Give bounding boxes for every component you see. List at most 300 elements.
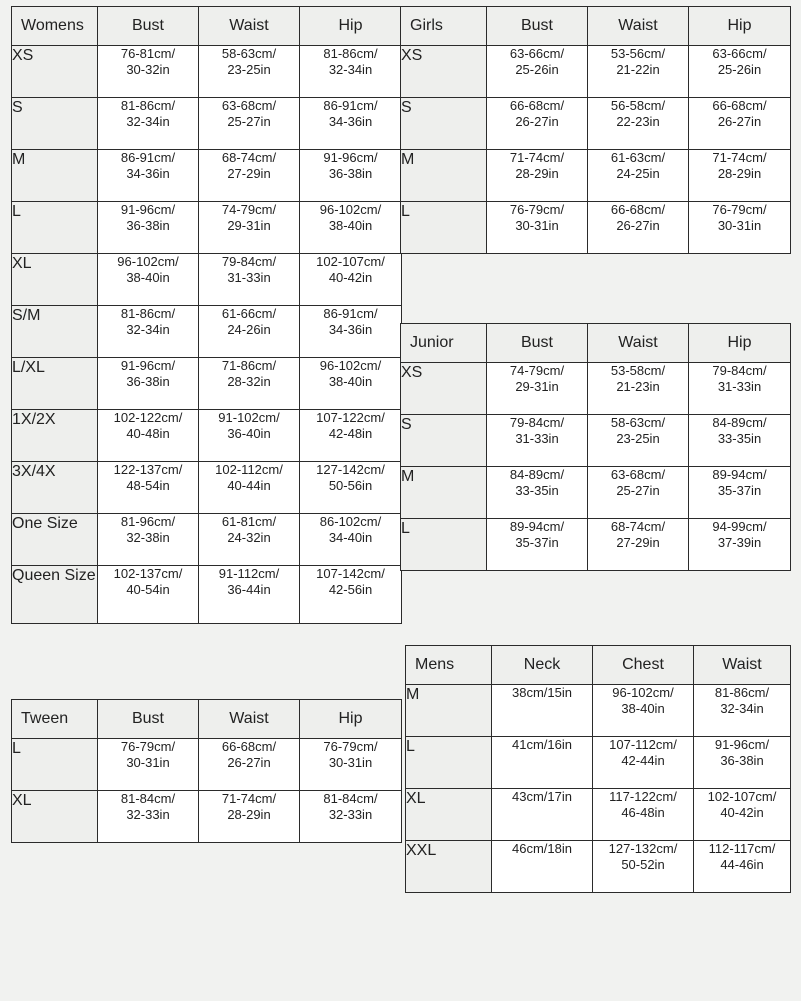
table-row	[12, 410, 402, 462]
measurement-line: 102-112cm/	[215, 462, 283, 477]
measurement-cell	[694, 789, 791, 841]
measurement-line: 36-38in	[328, 166, 373, 181]
measurement-line: 24-25in	[616, 166, 660, 181]
measurement-line: 96-102cm/	[319, 358, 382, 373]
measurement-cell	[588, 415, 689, 467]
table-row	[12, 202, 402, 254]
table-row	[401, 98, 791, 150]
size-label: L/XL	[12, 358, 98, 410]
measurement-cell	[689, 415, 791, 467]
measurement-line: 28-29in	[717, 166, 762, 181]
measurement-cell	[98, 410, 199, 462]
measurement-line: 79-84cm/	[712, 363, 767, 378]
measurement-cell	[199, 98, 300, 150]
size-label: XL	[12, 254, 98, 306]
measurement-cell	[199, 254, 300, 306]
measurement-line: 30-31in	[126, 755, 170, 770]
measurement-cell	[199, 46, 300, 98]
size-label: M	[12, 150, 98, 202]
size-label: XS	[401, 46, 487, 98]
table-row	[12, 358, 402, 410]
measurement-line: 36-38in	[126, 218, 170, 233]
measurement-cell	[98, 739, 199, 791]
measurement-line: 61-63cm/	[610, 150, 666, 165]
measurement-line: 66-68cm/	[221, 739, 277, 754]
measurement-line: 91-96cm/	[120, 358, 176, 373]
measurement-cell	[689, 363, 791, 415]
table-row	[406, 841, 791, 893]
measurement-line: 30-32in	[126, 62, 170, 77]
measurement-line: 63-68cm/	[221, 98, 277, 113]
measurement-line: 27-29in	[227, 166, 271, 181]
size-label: XS	[12, 46, 98, 98]
measurement-line: 76-79cm/	[712, 202, 767, 217]
measurement-cell	[689, 46, 791, 98]
header-row	[12, 700, 402, 739]
column-header: Waist	[199, 7, 300, 46]
measurement-cell	[487, 202, 588, 254]
measurement-line: 76-79cm/	[509, 202, 565, 217]
table-row	[406, 789, 791, 841]
measurement-line: 33-35in	[515, 483, 559, 498]
measurement-line: 24-32in	[227, 530, 271, 545]
table-row	[401, 46, 791, 98]
table-title: Womens	[12, 7, 98, 46]
measurement-line: 30-31in	[328, 755, 373, 770]
measurement-line: 36-44in	[227, 582, 271, 597]
measurement-line: 81-86cm/	[120, 306, 176, 321]
measurement-line: 68-74cm/	[610, 519, 666, 534]
measurement-line: 53-58cm/	[610, 363, 666, 378]
size-label: L	[12, 202, 98, 254]
measurement-line: 26-27in	[515, 114, 559, 129]
size-label: One Size	[12, 514, 98, 566]
size-label: XL	[406, 789, 492, 841]
measurement-line: 32-34in	[328, 62, 373, 77]
measurement-line: 40-48in	[126, 426, 170, 441]
column-header: Hip	[300, 700, 402, 739]
measurement-line: 26-27in	[227, 755, 271, 770]
measurement-cell	[199, 566, 300, 624]
measurement-line: 28-32in	[227, 374, 271, 389]
measurement-line: 38-40in	[621, 701, 665, 716]
measurement-line: 48-54in	[126, 478, 170, 493]
measurement-line: 32-34in	[720, 701, 764, 716]
measurement-line: 34-36in	[328, 114, 373, 129]
measurement-cell	[487, 415, 588, 467]
measurement-line: 61-81cm/	[221, 514, 277, 529]
measurement-cell	[689, 467, 791, 519]
measurement-line: 32-33in	[126, 807, 170, 822]
measurement-cell	[588, 519, 689, 571]
measurement-line: 96-102cm/	[612, 685, 674, 700]
measurement-line: 30-31in	[717, 218, 762, 233]
measurement-line: 34-36in	[126, 166, 170, 181]
measurement-line: 40-44in	[227, 478, 271, 493]
table-row	[401, 467, 791, 519]
measurement-cell	[199, 791, 300, 843]
measurement-line: 32-33in	[328, 807, 373, 822]
measurement-line: 71-86cm/	[221, 358, 277, 373]
measurement-cell	[300, 46, 402, 98]
measurement-cell	[300, 150, 402, 202]
measurement-cell	[300, 254, 402, 306]
measurement-line: 102-137cm/	[113, 566, 183, 581]
size-label: Queen Size	[12, 566, 98, 624]
column-header: Hip	[300, 7, 402, 46]
measurement-cell	[694, 841, 791, 893]
measurement-cell	[300, 791, 402, 843]
measurement-line: 40-42in	[720, 805, 764, 820]
measurement-line: 38-40in	[126, 270, 170, 285]
measurement-line: 102-107cm/	[707, 789, 777, 804]
measurement-cell	[492, 789, 593, 841]
measurement-line: 66-68cm/	[509, 98, 565, 113]
table-row	[401, 363, 791, 415]
measurement-line: 107-142cm/	[316, 566, 385, 581]
measurement-line: 71-74cm/	[221, 791, 277, 806]
measurement-line: 33-35in	[717, 431, 762, 446]
size-label: XL	[12, 791, 98, 843]
measurement-line: 31-33in	[717, 379, 762, 394]
measurement-cell	[98, 462, 199, 514]
measurement-line: 36-38in	[126, 374, 170, 389]
measurement-line: 38cm/15in	[512, 685, 572, 700]
table-title: Junior	[401, 324, 487, 363]
measurement-cell	[487, 46, 588, 98]
measurement-line: 81-86cm/	[323, 46, 378, 61]
measurement-cell	[694, 737, 791, 789]
womens-size-table	[11, 6, 402, 624]
measurement-line: 31-33in	[227, 270, 271, 285]
table-row	[401, 519, 791, 571]
measurement-cell	[199, 410, 300, 462]
measurement-line: 74-79cm/	[221, 202, 277, 217]
measurement-cell	[689, 202, 791, 254]
measurement-line: 26-27in	[717, 114, 762, 129]
tween-size-table	[11, 699, 402, 843]
size-label: L	[12, 739, 98, 791]
header-row	[401, 7, 791, 46]
measurement-cell	[492, 685, 593, 737]
size-label: XS	[401, 363, 487, 415]
measurement-line: 40-42in	[328, 270, 373, 285]
measurement-line: 36-40in	[227, 426, 271, 441]
measurement-cell	[300, 566, 402, 624]
measurement-line: 127-142cm/	[316, 462, 385, 477]
size-label: S	[401, 415, 487, 467]
measurement-line: 102-107cm/	[316, 254, 385, 269]
measurement-cell	[300, 739, 402, 791]
table-row	[12, 739, 402, 791]
measurement-cell	[694, 685, 791, 737]
size-label: M	[401, 150, 487, 202]
table-row	[401, 202, 791, 254]
measurement-line: 66-68cm/	[610, 202, 666, 217]
measurement-line: 31-33in	[515, 431, 559, 446]
measurement-line: 91-96cm/	[120, 202, 176, 217]
measurement-line: 68-74cm/	[221, 150, 277, 165]
table-row	[406, 685, 791, 737]
table-title: Tween	[12, 700, 98, 739]
measurement-line: 42-48in	[328, 426, 373, 441]
measurement-cell	[300, 514, 402, 566]
measurement-line: 94-99cm/	[712, 519, 767, 534]
measurement-cell	[300, 358, 402, 410]
measurement-line: 29-31in	[515, 379, 559, 394]
measurement-line: 38-40in	[328, 218, 373, 233]
measurement-line: 46-48in	[621, 805, 665, 820]
measurement-line: 81-96cm/	[120, 514, 176, 529]
measurement-line: 23-25in	[227, 62, 271, 77]
measurement-line: 24-26in	[227, 322, 271, 337]
measurement-line: 84-89cm/	[712, 415, 767, 430]
measurement-line: 76-79cm/	[323, 739, 378, 754]
table-row	[12, 566, 402, 624]
measurement-cell	[199, 358, 300, 410]
measurement-line: 21-23in	[616, 379, 660, 394]
measurement-line: 46cm/18in	[512, 841, 572, 856]
measurement-line: 86-102cm/	[319, 514, 382, 529]
measurement-cell	[199, 150, 300, 202]
measurement-line: 91-112cm/	[218, 566, 280, 581]
measurement-line: 107-112cm/	[609, 737, 677, 752]
measurement-cell	[588, 467, 689, 519]
measurement-line: 63-66cm/	[509, 46, 565, 61]
measurement-line: 74-79cm/	[509, 363, 565, 378]
measurement-line: 25-27in	[616, 483, 660, 498]
measurement-cell	[98, 98, 199, 150]
measurement-line: 61-66cm/	[221, 306, 277, 321]
measurement-cell	[487, 98, 588, 150]
measurement-line: 81-84cm/	[120, 791, 176, 806]
measurement-cell	[487, 150, 588, 202]
table-row	[401, 415, 791, 467]
measurement-cell	[689, 150, 791, 202]
measurement-cell	[588, 46, 689, 98]
measurement-line: 91-96cm/	[323, 150, 378, 165]
measurement-cell	[593, 737, 694, 789]
size-label: S	[12, 98, 98, 150]
measurement-line: 89-94cm/	[712, 467, 767, 482]
table-row	[12, 514, 402, 566]
measurement-line: 81-84cm/	[323, 791, 378, 806]
measurement-cell	[487, 519, 588, 571]
column-header: Bust	[98, 7, 199, 46]
measurement-cell	[689, 519, 791, 571]
size-label: 1X/2X	[12, 410, 98, 462]
measurement-line: 25-27in	[227, 114, 271, 129]
measurement-cell	[199, 739, 300, 791]
table-row	[12, 306, 402, 358]
measurement-line: 76-79cm/	[120, 739, 176, 754]
measurement-cell	[98, 150, 199, 202]
measurement-line: 122-137cm/	[113, 462, 183, 477]
measurement-cell	[593, 841, 694, 893]
measurement-line: 37-39in	[717, 535, 762, 550]
measurement-line: 79-84cm/	[221, 254, 277, 269]
measurement-line: 32-34in	[126, 114, 170, 129]
measurement-line: 63-68cm/	[610, 467, 666, 482]
table-row	[406, 737, 791, 789]
measurement-line: 40-54in	[126, 582, 170, 597]
measurement-line: 76-81cm/	[120, 46, 176, 61]
measurement-line: 96-102cm/	[319, 202, 382, 217]
measurement-cell	[300, 202, 402, 254]
measurement-cell	[98, 254, 199, 306]
column-header: Hip	[689, 324, 791, 363]
measurement-line: 117-122cm/	[609, 789, 677, 804]
measurement-line: 66-68cm/	[712, 98, 767, 113]
measurement-line: 29-31in	[227, 218, 271, 233]
column-header: Waist	[588, 7, 689, 46]
table-row	[401, 150, 791, 202]
table-title: Girls	[401, 7, 487, 46]
measurement-line: 34-40in	[328, 530, 373, 545]
column-header: Waist	[694, 646, 791, 685]
measurement-cell	[492, 737, 593, 789]
measurement-line: 30-31in	[515, 218, 559, 233]
measurement-line: 86-91cm/	[120, 150, 176, 165]
measurement-line: 102-122cm/	[113, 410, 183, 425]
measurement-cell	[300, 98, 402, 150]
column-header: Hip	[689, 7, 791, 46]
measurement-cell	[593, 685, 694, 737]
size-label: L	[406, 737, 492, 789]
mens-size-table	[405, 645, 791, 893]
size-label: M	[401, 467, 487, 519]
measurement-line: 81-86cm/	[714, 685, 770, 700]
girls-size-table	[400, 6, 791, 254]
measurement-line: 71-74cm/	[712, 150, 767, 165]
measurement-line: 127-132cm/	[608, 841, 678, 856]
measurement-line: 86-91cm/	[323, 306, 378, 321]
measurement-line: 81-86cm/	[120, 98, 176, 113]
measurement-line: 107-122cm/	[316, 410, 385, 425]
measurement-line: 86-91cm/	[323, 98, 378, 113]
measurement-cell	[487, 467, 588, 519]
measurement-line: 96-102cm/	[117, 254, 179, 269]
measurement-cell	[588, 150, 689, 202]
measurement-cell	[199, 202, 300, 254]
measurement-cell	[98, 514, 199, 566]
measurement-line: 58-63cm/	[221, 46, 277, 61]
measurement-cell	[98, 46, 199, 98]
size-label: S	[401, 98, 487, 150]
measurement-line: 34-36in	[328, 322, 373, 337]
measurement-cell	[98, 306, 199, 358]
size-label: XXL	[406, 841, 492, 893]
measurement-cell	[98, 791, 199, 843]
measurement-line: 71-74cm/	[509, 150, 565, 165]
column-header: Bust	[98, 700, 199, 739]
measurement-line: 36-38in	[720, 753, 764, 768]
measurement-cell	[98, 202, 199, 254]
measurement-line: 44-46in	[720, 857, 764, 872]
header-row	[401, 324, 791, 363]
measurement-line: 53-56cm/	[610, 46, 666, 61]
size-label: M	[406, 685, 492, 737]
measurement-line: 63-66cm/	[712, 46, 767, 61]
measurement-line: 42-44in	[621, 753, 665, 768]
column-header: Chest	[593, 646, 694, 685]
size-label: 3X/4X	[12, 462, 98, 514]
measurement-line: 25-26in	[717, 62, 762, 77]
measurement-cell	[199, 462, 300, 514]
measurement-line: 27-29in	[616, 535, 660, 550]
measurement-cell	[588, 98, 689, 150]
measurement-cell	[487, 363, 588, 415]
measurement-line: 91-96cm/	[714, 737, 770, 752]
measurement-line: 35-37in	[515, 535, 559, 550]
measurement-cell	[492, 841, 593, 893]
measurement-line: 58-63cm/	[610, 415, 666, 430]
measurement-line: 38-40in	[328, 374, 373, 389]
measurement-line: 112-117cm/	[708, 841, 776, 856]
measurement-line: 28-29in	[227, 807, 271, 822]
column-header: Neck	[492, 646, 593, 685]
header-row	[406, 646, 791, 685]
measurement-line: 79-84cm/	[509, 415, 565, 430]
measurement-cell	[300, 306, 402, 358]
measurement-line: 89-94cm/	[509, 519, 565, 534]
table-row	[12, 150, 402, 202]
measurement-cell	[588, 363, 689, 415]
measurement-line: 50-52in	[621, 857, 665, 872]
measurement-cell	[300, 462, 402, 514]
measurement-line: 32-34in	[126, 322, 170, 337]
measurement-line: 28-29in	[515, 166, 559, 181]
measurement-line: 43cm/17in	[512, 789, 572, 804]
column-header: Waist	[199, 700, 300, 739]
measurement-cell	[689, 98, 791, 150]
size-label: L	[401, 202, 487, 254]
measurement-cell	[300, 410, 402, 462]
measurement-line: 26-27in	[616, 218, 660, 233]
measurement-line: 32-38in	[126, 530, 170, 545]
table-row	[12, 462, 402, 514]
measurement-cell	[199, 514, 300, 566]
table-row	[12, 791, 402, 843]
junior-size-table	[400, 323, 791, 571]
measurement-line: 42-56in	[328, 582, 373, 597]
measurement-cell	[199, 306, 300, 358]
table-title: Mens	[406, 646, 492, 685]
measurement-line: 22-23in	[616, 114, 660, 129]
measurement-cell	[588, 202, 689, 254]
column-header: Bust	[487, 7, 588, 46]
measurement-cell	[593, 789, 694, 841]
table-row	[12, 46, 402, 98]
measurement-line: 25-26in	[515, 62, 559, 77]
measurement-line: 84-89cm/	[509, 467, 565, 482]
measurement-line: 50-56in	[328, 478, 373, 493]
table-row	[12, 254, 402, 306]
size-label: L	[401, 519, 487, 571]
measurement-line: 41cm/16in	[512, 737, 572, 752]
column-header: Waist	[588, 324, 689, 363]
measurement-line: 56-58cm/	[610, 98, 666, 113]
measurement-line: 35-37in	[717, 483, 762, 498]
table-row	[12, 98, 402, 150]
size-label: S/M	[12, 306, 98, 358]
column-header: Bust	[487, 324, 588, 363]
measurement-line: 23-25in	[616, 431, 660, 446]
measurement-cell	[98, 566, 199, 624]
measurement-cell	[98, 358, 199, 410]
measurement-line: 21-22in	[616, 62, 660, 77]
header-row	[12, 7, 402, 46]
